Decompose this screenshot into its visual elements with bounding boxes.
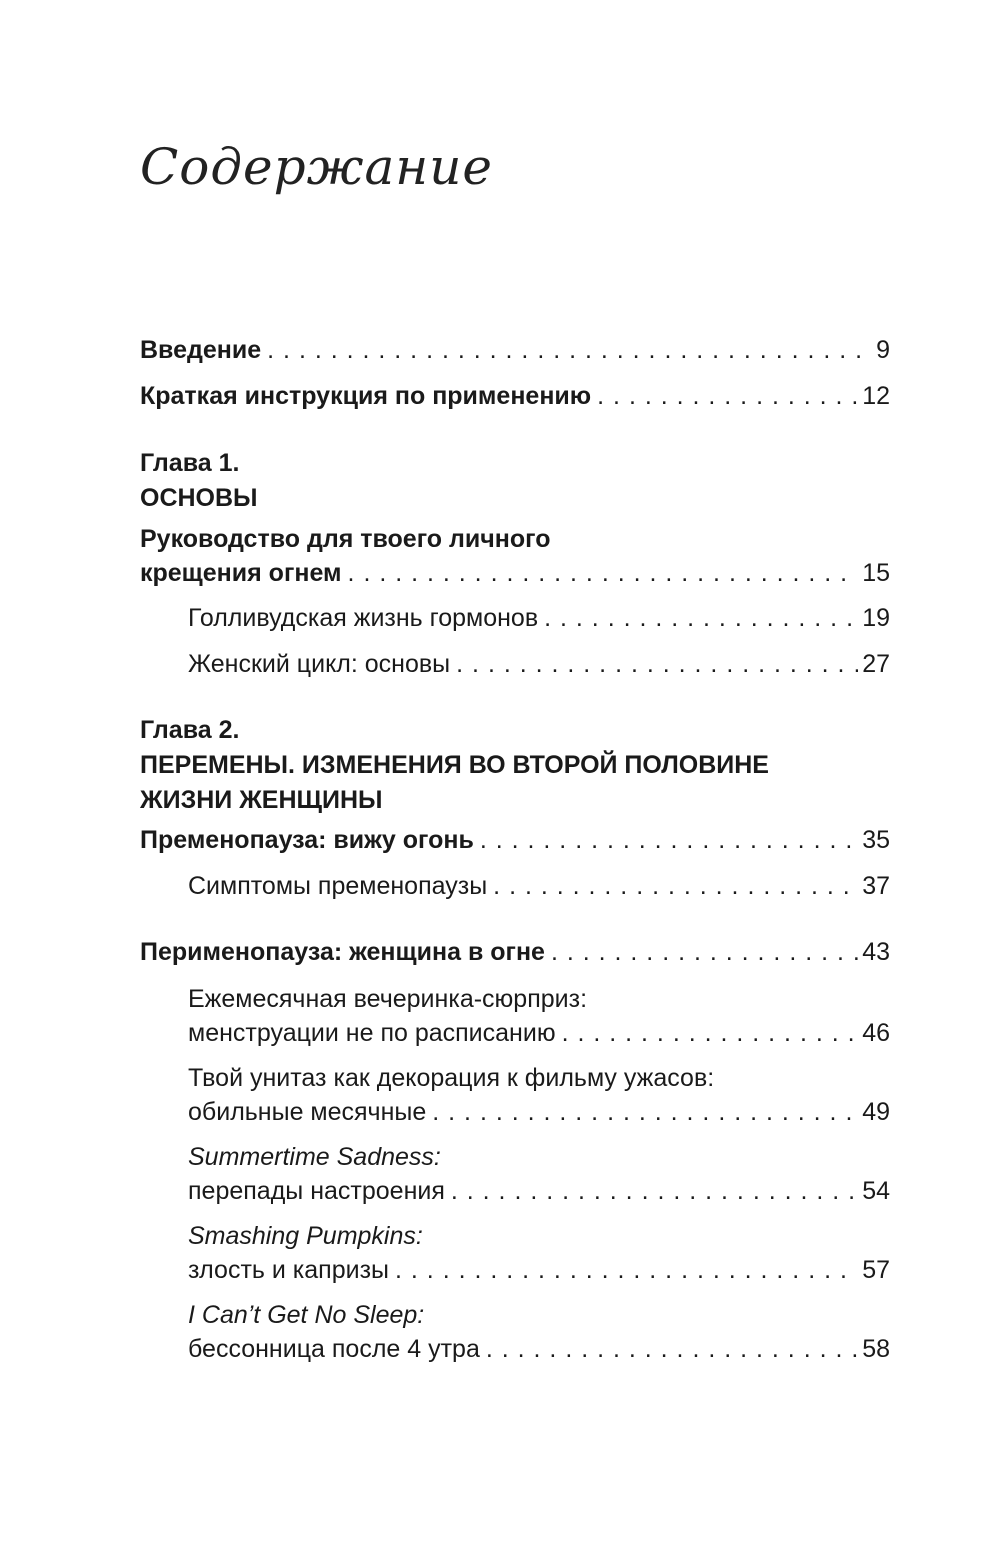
toc-page-number: 49 xyxy=(862,1098,890,1126)
chapter-name: ОСНОВЫ xyxy=(140,484,258,512)
toc-page-number: 9 xyxy=(876,336,890,364)
toc-entry-cycle[interactable] xyxy=(188,648,890,680)
leader-dots xyxy=(562,1017,859,1049)
toc-entry-quick-guide[interactable] xyxy=(140,380,890,412)
toc-page-number: 37 xyxy=(862,872,890,900)
toc-label-line1: Твой унитаз как декорация к фильму ужасов: xyxy=(188,1064,715,1092)
toc-entry-insomnia[interactable] xyxy=(188,1299,890,1365)
leader-dots xyxy=(432,1096,858,1128)
leader-dots xyxy=(348,557,859,589)
toc-label-line2: менструации не по расписанию xyxy=(188,1019,556,1047)
toc-label: Перименопауза: женщина в огне xyxy=(140,938,545,966)
toc-label-line2: крещения огнем xyxy=(140,559,342,587)
toc-label-line2: злость и капризы xyxy=(188,1256,390,1284)
toc-entry-heavy-periods[interactable] xyxy=(188,1062,890,1128)
toc-label-line1: Ежемесячная вечеринка-сюрприз: xyxy=(188,985,588,1013)
toc-entry-premenopause-symptoms[interactable] xyxy=(188,870,890,902)
toc-page-number: 35 xyxy=(862,826,890,854)
leader-dots xyxy=(597,380,858,412)
toc-label: Голливудская жизнь гормонов xyxy=(188,604,539,632)
toc-entry-premenopause[interactable] xyxy=(140,824,890,856)
toc-label: Симптомы пременопаузы xyxy=(188,872,488,900)
toc-entry-intro[interactable] xyxy=(140,334,890,366)
toc-entry-perimenopause[interactable] xyxy=(140,936,890,968)
toc-entry-mood-swings[interactable] xyxy=(188,1141,890,1207)
chapter-1-heading xyxy=(140,446,890,516)
toc-page-number: 12 xyxy=(862,382,890,410)
leader-dots xyxy=(486,1333,858,1365)
toc-page-number: 58 xyxy=(862,1335,890,1363)
leader-dots xyxy=(551,936,858,968)
chapter-number: Глава 2. xyxy=(140,716,240,744)
toc-label-line1: Smashing Pumpkins: xyxy=(188,1222,423,1250)
leader-dots xyxy=(456,648,858,680)
chapter-name-line1: ПЕРЕМЕНЫ. ИЗМЕНЕНИЯ ВО ВТОРОЙ ПОЛОВИНЕ xyxy=(140,751,769,779)
leader-dots xyxy=(480,824,858,856)
toc-label: Введение xyxy=(140,336,262,364)
chapter-name-line2: ЖИЗНИ ЖЕНЩИНЫ xyxy=(140,786,383,814)
leader-dots xyxy=(395,1254,858,1286)
toc-page-number: 15 xyxy=(862,559,890,587)
toc-page-number: 19 xyxy=(862,604,890,632)
chapter-2-heading xyxy=(140,713,890,818)
toc-entry-hollywood[interactable] xyxy=(188,602,890,634)
page-title: Содержание xyxy=(140,138,494,196)
toc-label-line1: I Can’t Get No Sleep: xyxy=(188,1301,425,1329)
toc-label-line1: Summertime Sadness: xyxy=(188,1143,441,1171)
toc-page-number: 27 xyxy=(862,650,890,678)
leader-dots xyxy=(493,870,858,902)
leader-dots xyxy=(451,1175,858,1207)
toc-label-line2: перепады настроения xyxy=(188,1177,445,1205)
toc-entry-anger[interactable] xyxy=(188,1220,890,1286)
toc-label: Женский цикл: основы xyxy=(188,650,451,678)
leader-dots xyxy=(544,602,858,634)
toc-page-number: 54 xyxy=(862,1177,890,1205)
toc-label-line2: бессонница после 4 утра xyxy=(188,1335,480,1363)
toc-page-number: 43 xyxy=(862,938,890,966)
toc-label-line1: Руководство для твоего личного xyxy=(140,525,551,553)
toc-entry-guide[interactable] xyxy=(140,523,890,589)
chapter-number: Глава 1. xyxy=(140,449,240,477)
toc-label: Краткая инструкция по применению xyxy=(140,382,592,410)
toc-label-line2: обильные месячные xyxy=(188,1098,427,1126)
toc-page-number: 57 xyxy=(862,1256,890,1284)
toc-label: Пременопауза: вижу огонь xyxy=(140,826,474,854)
toc-page-number: 46 xyxy=(862,1019,890,1047)
toc-entry-surprise-party[interactable] xyxy=(188,983,890,1049)
leader-dots xyxy=(267,334,872,366)
